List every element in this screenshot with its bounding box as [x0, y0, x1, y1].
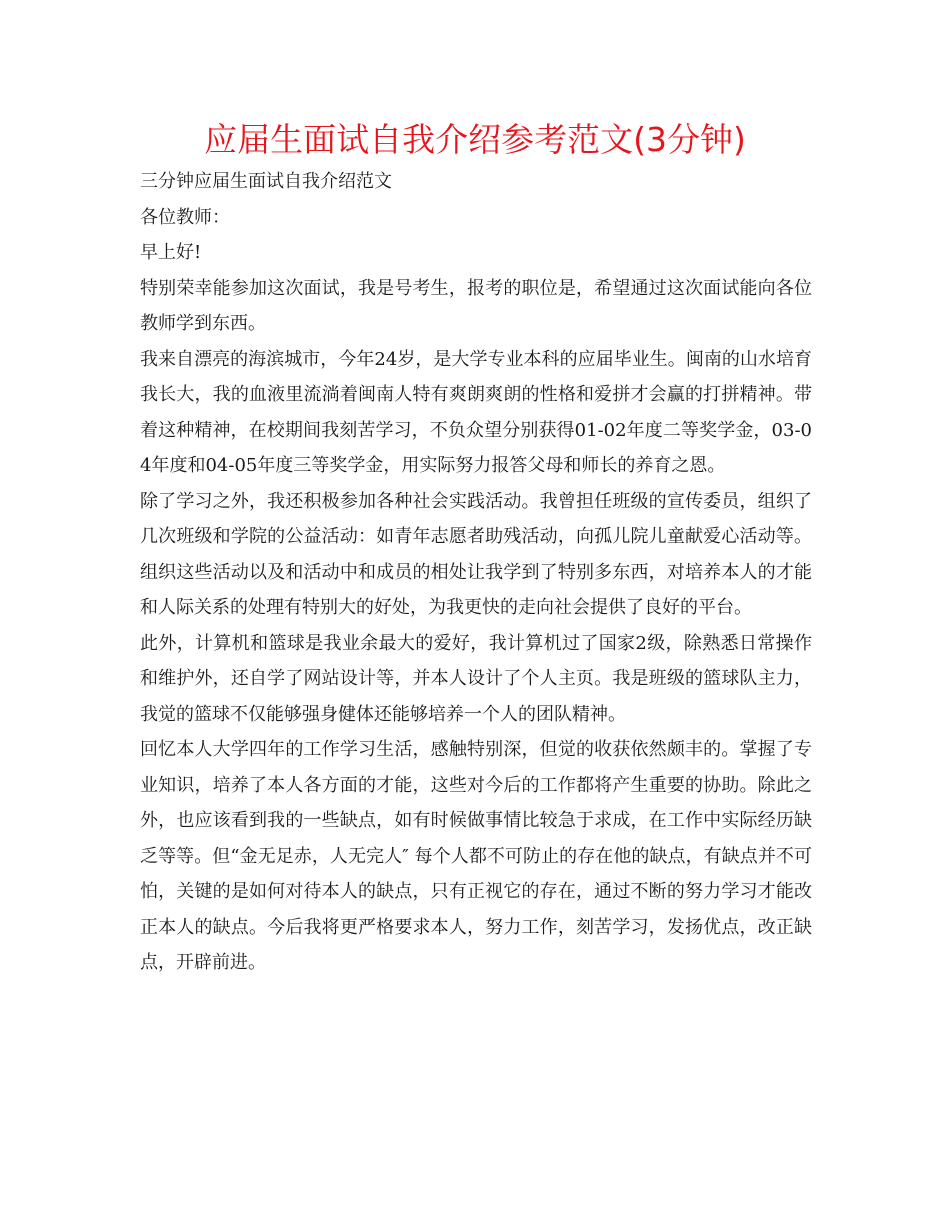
- document-title: 应届生面试自我介绍参考范文(3分钟): [204, 120, 746, 159]
- paragraph-greeting: 早上好!: [140, 242, 202, 263]
- paragraph-intro: 特别荣幸能参加这次面试，我是号考生，报考的职位是，希望通过这次面试能向各位教师学到东西。: [140, 277, 812, 334]
- paragraph-hobbies: 此外，计算机和篮球是我业余最大的爱好，我计算机过了国家2级，除熟悉日常操作和维护外，还自学了网站设计等，并本人设计了个人主页。我是班级的篮球队主力，我觉的篮球不仅能够强身健体还能够培养一个人的团队精神。: [140, 632, 812, 725]
- paragraph-background: 我来自漂亮的海滨城市，今年24岁，是大学专业本科的应届毕业生。闽南的山水培育我长大，我的血液里流淌着闽南人特有爽朗爽朗的性格和爱拼才会赢的打拼精神。带着这种精神，在校期间我刻苦学习，不负众望分别获得01-02年度二等奖学金，03-04年度和04-05年度三等奖学金，用实际努力报答父母和师长的养育之恩。: [140, 348, 812, 476]
- paragraph-reflection: 回忆本人大学四年的工作学习生活，感触特别深，但觉的收获依然颇丰的。掌握了专业知识，培养了本人各方面的才能，这些对今后的工作都将产生重要的协助。除此之外，也应该看到我的一些缺点，如有时候做事情比较急于求成，在工作中实际经历缺乏等等。但“金无足赤，人无完人″ 每个人都不可防止的存在他的缺点，有缺点并不可怕，关键的是如何对待本人的缺点，只有正视它的存在，通过不断的努力学习才能改正本人的缺点。今后我将更严格要求本人，努力工作，刻苦学习，发扬优点，改正缺点，开辟前进。: [140, 739, 812, 973]
- paragraph-activities: 除了学习之外，我还积极参加各种社会实践活动。我曾担任班级的宣传委员，组织了几次班级和学院的公益活动：如青年志愿者助残活动，向孤儿院儿童献爱心活动等。组织这些活动以及和活动中和成员的相处让我学到了特别多东西，对培养本人的才能和人际关系的处理有特别大的好处，为我更快的走向社会提供了良好的平台。: [140, 490, 812, 618]
- paragraph-salutation: 各位教师：: [140, 206, 230, 228]
- document-body: [140, 164, 812, 981]
- paragraph-subtitle: 三分钟应届生面试自我介绍范文: [140, 171, 392, 192]
